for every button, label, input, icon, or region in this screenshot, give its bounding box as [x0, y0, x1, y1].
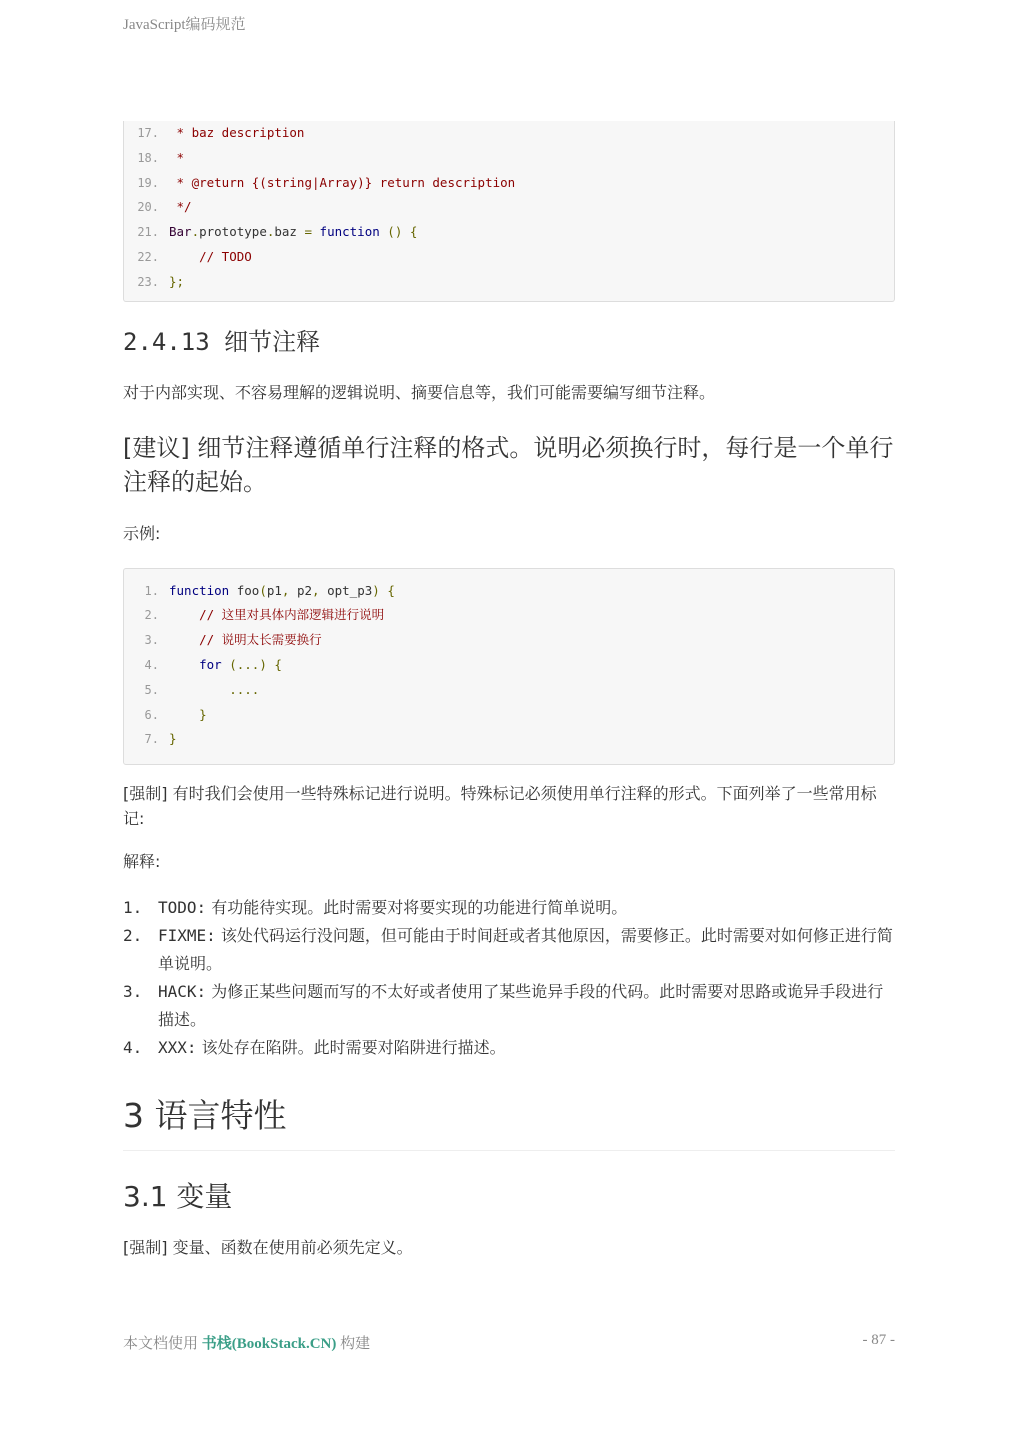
code-text	[169, 195, 882, 220]
code-token	[169, 682, 229, 697]
line-number: 19.	[137, 175, 159, 190]
code-line	[124, 727, 882, 752]
code-token: }	[169, 731, 177, 747]
line-number: 3.	[144, 633, 159, 648]
list-item	[123, 978, 895, 1034]
code-token: Bar	[169, 224, 192, 240]
list-text	[158, 1034, 895, 1062]
section-heading-2-4-13: 2.4.13 细节注释	[123, 327, 321, 356]
code-token: ....	[229, 681, 260, 697]
code-token	[169, 249, 199, 264]
line-number: 5.	[144, 682, 159, 697]
line-number: 21.	[137, 225, 159, 240]
code-token: )	[372, 582, 380, 598]
page-header-title: JavaScript编码规范	[123, 17, 246, 33]
code-token: {	[274, 656, 282, 672]
code-line	[124, 678, 882, 703]
document-content	[123, 121, 895, 1260]
code-token	[169, 657, 199, 672]
code-token: ()	[387, 224, 403, 240]
code-token: ,	[281, 582, 290, 598]
code-token: function	[319, 224, 380, 240]
code-token: {	[387, 582, 395, 598]
code-token: .	[191, 224, 200, 240]
code-line	[124, 146, 882, 171]
footer-suffix: 构建	[336, 1336, 371, 1352]
code-token: p1	[266, 582, 282, 598]
code-token: =	[304, 224, 313, 240]
code-text	[169, 678, 882, 703]
code-token: */	[169, 199, 192, 215]
marker-description: 为修正某些问题而写的不太好或者使用了某些诡异手段的代码。此时需要对思路或诡异手段进行描述。	[158, 982, 884, 1030]
line-number: 7.	[144, 732, 159, 747]
code-text	[169, 220, 882, 245]
code-line	[124, 121, 882, 146]
marker-tag: TODO:	[158, 898, 207, 918]
code-token: * @return {(string|Array)} return description	[169, 174, 516, 190]
code-token: opt_p3	[319, 582, 373, 598]
list-number: 4.	[123, 1038, 143, 1058]
code-token: {	[409, 224, 418, 240]
code-line	[124, 245, 882, 270]
code-text	[169, 245, 882, 270]
example-label: 示例:	[123, 523, 161, 543]
code-token	[169, 632, 199, 647]
code-token	[169, 707, 199, 722]
code-token	[169, 607, 199, 622]
bookstack-link[interactable]: 书栈(BookStack.CN)	[201, 1336, 337, 1352]
code-text	[169, 628, 882, 653]
code-line	[124, 603, 882, 628]
code-line	[124, 703, 882, 728]
list-number: 3.	[123, 982, 143, 1002]
code-token	[312, 224, 320, 239]
chapter-heading-3: 3 语言特性	[123, 1096, 895, 1151]
line-number: 1.	[144, 583, 159, 598]
page-footer	[123, 1332, 895, 1353]
marker-tag: FIXME:	[158, 926, 216, 946]
marker-list	[123, 894, 895, 1062]
code-token: ,	[312, 582, 320, 598]
code-text	[169, 270, 882, 295]
marker-description: 有功能待实现。此时需要对将要实现的功能进行简单说明。	[206, 898, 628, 918]
code-token: }	[199, 706, 207, 722]
code-text	[169, 171, 882, 196]
marker-description: 该处存在陷阱。此时需要对陷阱进行描述。	[196, 1038, 506, 1058]
line-number: 22.	[137, 249, 159, 264]
suggestion-heading: [建议] 细节注释遵循单行注释的格式。说明必须换行时，每行是一个单行注释的起始。	[123, 433, 894, 496]
list-item	[123, 922, 895, 978]
footer-credit	[123, 1332, 370, 1353]
marker-tag: HACK:	[158, 982, 207, 1002]
line-number: 23.	[137, 274, 159, 289]
code-line	[124, 171, 882, 196]
code-text	[169, 146, 882, 171]
line-number: 20.	[137, 200, 159, 215]
line-number: 18.	[137, 150, 159, 165]
code-token: };	[169, 273, 185, 289]
code-line	[124, 653, 882, 678]
code-line	[124, 579, 882, 604]
force-rule-text: [强制] 有时我们会使用一些特殊标记进行说明。特殊标记必须使用单行注释的形式。下面列举了一些常用标记:	[123, 784, 877, 829]
list-number: 2.	[123, 926, 143, 946]
marker-tag: XXX:	[158, 1038, 197, 1058]
code-token: foo	[229, 582, 260, 598]
code-token: // TODO	[199, 248, 252, 264]
section-description: 对于内部实现、不容易理解的逻辑说明、摘要信息等，我们可能需要编写细节注释。	[123, 382, 716, 402]
code-text	[169, 727, 882, 752]
footer-prefix: 本文档使用	[123, 1336, 202, 1352]
line-number: 6.	[144, 707, 159, 722]
code-token: (	[259, 582, 267, 598]
code-block-bar-baz	[123, 121, 895, 302]
code-token: prototype	[199, 224, 267, 240]
list-number: 1.	[123, 898, 143, 918]
code-token: baz	[274, 224, 305, 240]
list-item	[123, 894, 895, 922]
code-token: // 说明太长需要换行	[199, 632, 322, 648]
line-number: 2.	[144, 608, 159, 623]
list-text	[158, 894, 895, 922]
code-text	[169, 703, 882, 728]
code-token: // 这里对具体内部逻辑进行说明	[199, 607, 385, 623]
code-token: *	[169, 149, 185, 165]
code-token: function	[169, 582, 230, 598]
code-text	[169, 121, 882, 146]
code-line	[124, 270, 882, 295]
list-text	[158, 922, 895, 978]
code-token: (...)	[229, 656, 267, 672]
list-item	[123, 1034, 895, 1062]
section-heading-3-1: 3.1 变量	[123, 1180, 233, 1214]
marker-description: 该处代码运行没问题，但可能由于时间赶或者其他原因，需要修正。此时需要对如何修正进行简单说明。	[158, 926, 893, 974]
code-block-foo-example	[123, 568, 895, 766]
code-token: p2	[289, 582, 313, 598]
code-line	[124, 628, 882, 653]
code-token	[402, 224, 410, 239]
variable-rule-text: [强制] 变量、函数在使用前必须先定义。	[123, 1238, 413, 1258]
code-text	[169, 603, 882, 628]
list-text	[158, 978, 895, 1034]
line-number: 17.	[137, 126, 159, 140]
line-number: 4.	[144, 657, 159, 672]
code-token: .	[266, 224, 275, 240]
code-line	[124, 195, 882, 220]
code-text	[169, 653, 882, 678]
code-token: * baz description	[169, 125, 305, 140]
explain-label: 解释:	[123, 852, 161, 872]
code-line	[124, 220, 882, 245]
code-token: for	[199, 656, 222, 672]
page-number: - 87 -	[862, 1332, 895, 1348]
code-text	[169, 579, 882, 604]
